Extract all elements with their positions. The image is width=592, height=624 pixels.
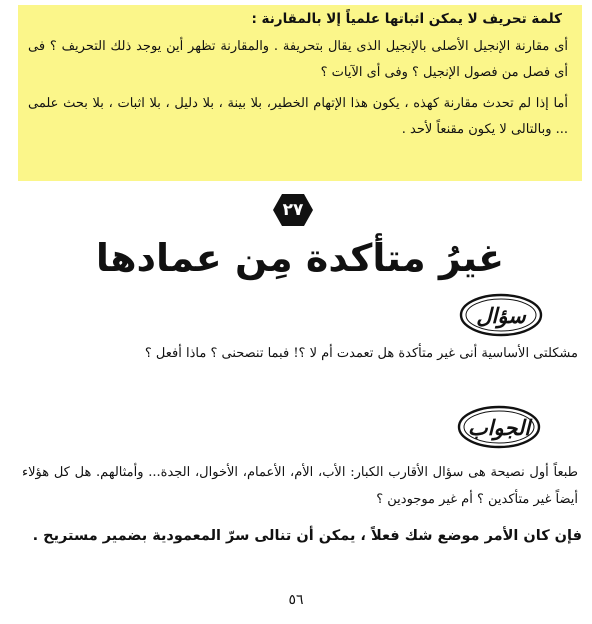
- answer-bold-text: فإن كان الأمر موضع شك فعلاً ، يمكن أن تنالى سرّ المعمودية بضمير مستريح .: [32, 528, 582, 544]
- chapter-number-badge: [272, 192, 314, 228]
- page-number: ٥٦: [288, 592, 304, 608]
- highlighted-passage: [18, 5, 582, 181]
- question-label: سؤال: [476, 302, 526, 328]
- question-label-badge: [458, 292, 544, 338]
- question-text: مشكلتى الأساسية أنى غير متأكدة هل تعمدت أم لا ؟! فبما تنصحنى ؟ ماذا أفعل ؟: [144, 346, 578, 361]
- chapter-number: ٢٧: [282, 200, 304, 220]
- chapter-title: غيرُ متأكدة مِن عمادها: [95, 236, 505, 280]
- highlight-paragraph-2: أما إذا لم تحدث مقارنة كهذه ، يكون هذا الإتهام الخطير، بلا بينة ، بلا دليل ، بلا اثبات ، بلا بحث علمى ... وبالتالى لا يكون مقنعاً لأحد .: [28, 96, 568, 137]
- highlight-heading: كلمة تحريف لا يمكن اثباتها علمياً إلا بالمقارنة :: [251, 11, 562, 27]
- answer-label-badge: [456, 404, 542, 450]
- answer-text: طبعاً أول نصيحة هى سؤال الأقارب الكبار: الأب، الأم، الأعمام، الأخوال، الجدة... وأمثالهم. هل كل هؤلاء أيضاً غير متأكدين ؟ أم غير موجودين ؟: [22, 465, 578, 507]
- answer-label: الجواب: [467, 414, 531, 440]
- highlight-paragraph-1: أى مقارنة الإنجيل الأصلى بالإنجيل الذى يقال بتحريفة . والمقارنة تظهر أين يوجد ذلك التحريف ؟ فى أى فصل من فصول الإنجيل ؟ وفى أى الآيات ؟: [28, 39, 568, 80]
